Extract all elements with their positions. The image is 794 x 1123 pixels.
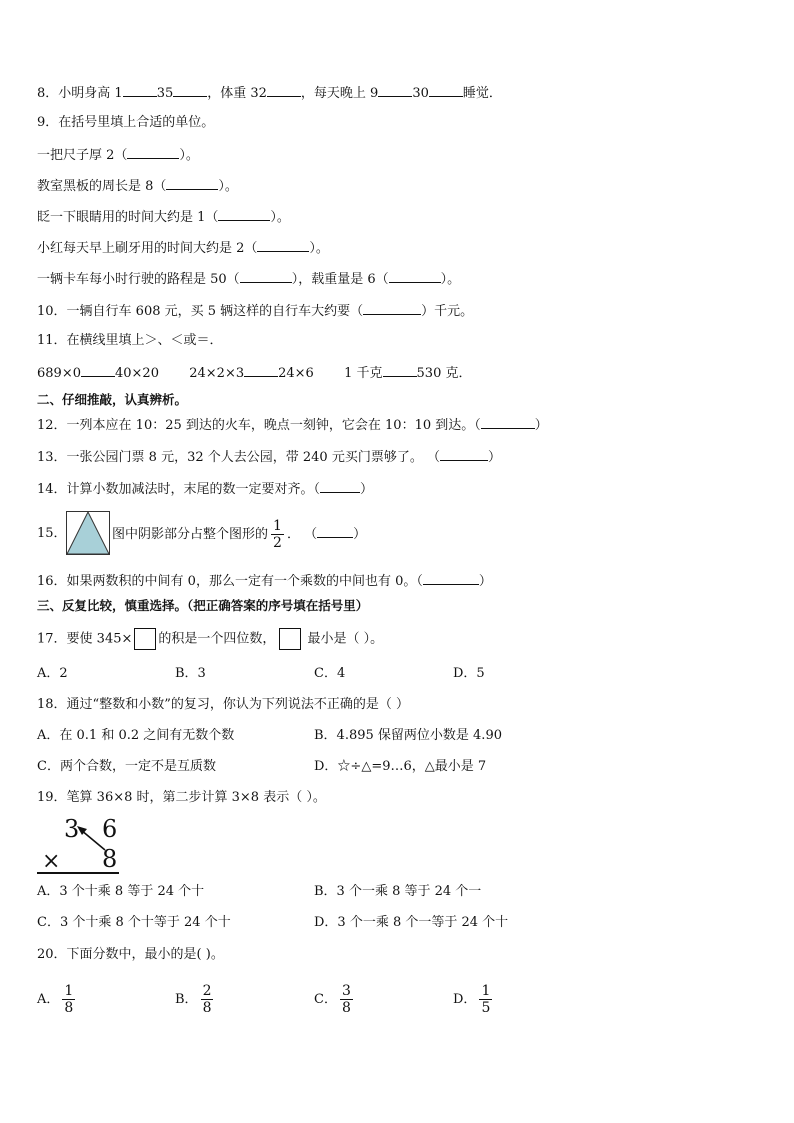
answer-blank[interactable]: [389, 270, 441, 283]
q11-expr: 40×20: [114, 366, 159, 381]
q9-line-text: 小红每天早上刷牙用的时间大约是 2（: [37, 241, 258, 256]
q9-line-5: [37, 270, 460, 288]
q11-expr: 24×6: [278, 366, 314, 381]
digit-8: 8: [102, 845, 118, 873]
q8-text-6: 睡觉．: [462, 86, 502, 101]
option-label: B．: [175, 992, 198, 1007]
q11-expr: 530 克．: [416, 366, 472, 381]
q17-option-b[interactable]: B．3: [175, 666, 206, 681]
answer-blank[interactable]: [81, 364, 115, 377]
fraction-one-half: [271, 518, 284, 551]
q20-option-a[interactable]: [37, 983, 78, 1016]
q18-option-c[interactable]: C．两个合数，一定不是互质数: [37, 759, 216, 774]
q18-option-b[interactable]: B．4.895 保留两位小数是 4.90: [314, 728, 502, 743]
q19-option-d[interactable]: D．3 个一乘 8 个一等于 24 个十: [314, 915, 509, 930]
q20-option-b[interactable]: [175, 983, 216, 1016]
question-9-title: 9．在括号里填上合适的单位。: [37, 115, 215, 130]
empty-box: [134, 628, 156, 650]
question-16: [37, 572, 492, 590]
q17-option-c[interactable]: C．4: [314, 666, 346, 681]
answer-blank[interactable]: [429, 84, 463, 97]
question-17: [37, 628, 383, 650]
q19-option-b[interactable]: B．3 个一乘 8 等于 24 个一: [314, 884, 482, 899]
frac-numerator: 1: [64, 983, 74, 999]
option-fraction: [62, 983, 75, 1016]
q8-text-1: 8．小明身高 1: [37, 86, 123, 101]
digit-3: 3: [64, 815, 80, 843]
q19-option-c[interactable]: C．3 个十乘 8 个十等于 24 个十: [37, 915, 231, 930]
answer-blank[interactable]: [363, 302, 421, 315]
q9-line-text: 一把尺子厚 2（: [37, 148, 128, 163]
q9-truck-text-3: ）。: [440, 272, 461, 287]
q15-number: 15．: [37, 526, 67, 541]
q9-line-2: [37, 177, 238, 195]
q9-close: ）。: [309, 241, 329, 256]
q16-text: 16．如果两数积的中间有 0，那么一定有一个乘数的中间也有 0。（: [37, 574, 423, 589]
q15-text: 图中阴影部分占整个图形的: [112, 527, 269, 542]
q8-text-4: ，每天晚上 9: [300, 86, 379, 101]
frac-denominator: 8: [341, 1000, 351, 1016]
answer-blank[interactable]: [423, 572, 479, 585]
frac-denominator: 2: [273, 535, 282, 551]
section-3-heading: 三、反复比较，慎重选择。（把正确答案的序号填在括号里）: [37, 598, 369, 613]
q18-option-a[interactable]: A．在 0.1 和 0.2 之间有无数个数: [37, 728, 235, 743]
q17-text-3: 最小是（ ）。: [303, 631, 384, 647]
q15-close: ）: [353, 527, 367, 542]
question-14: [37, 480, 373, 498]
q17-text-2: 的积是一个四位数，: [158, 631, 276, 647]
q19-option-a[interactable]: A．3 个十乘 8 等于 24 个十: [37, 884, 205, 899]
q17-text-1: 17．要使 345×: [37, 631, 133, 647]
q11-expr: 24×2×3: [189, 366, 245, 381]
q10-text-1: 10．一辆自行车 608 元，买 5 辆这样的自行车大约要（: [37, 304, 364, 319]
answer-blank[interactable]: [378, 84, 412, 97]
q15-triangle-figure: [66, 511, 110, 560]
question-18-title: 18．通过“整数和小数”的复习，你认为下列说法不正确的是（ ）: [37, 697, 409, 712]
option-label: D．: [453, 992, 477, 1007]
q9-line-text: 眨一下眼睛用的时间大约是 1（: [37, 210, 219, 225]
q9-truck-text-1: 一辆卡车每小时行驶的路程是 50（: [37, 272, 240, 287]
empty-box: [279, 628, 301, 650]
q9-close: ）。: [218, 179, 238, 194]
q16-close: ）: [478, 574, 492, 589]
q8-text-3: ，体重 32: [207, 86, 267, 101]
shaded-triangle-icon: [66, 511, 110, 555]
answer-blank[interactable]: [320, 480, 360, 493]
q12-close: ）: [534, 418, 548, 433]
q20-option-c[interactable]: [314, 983, 356, 1016]
q11-expr: 1 千克: [344, 366, 383, 381]
frac-numerator: 3: [341, 983, 351, 999]
digit-6: 6: [102, 815, 118, 843]
answer-blank[interactable]: [173, 84, 207, 97]
times-sign: ×: [42, 849, 61, 874]
answer-blank[interactable]: [257, 239, 309, 252]
question-19-title: 19．笔算 36×8 时，第二步计算 3×8 表示（ ）。: [37, 790, 326, 805]
arrow-icon: [37, 816, 127, 876]
q8-text-2: 35: [156, 86, 174, 101]
question-8: [37, 84, 502, 102]
frac-denominator: 5: [481, 1000, 491, 1016]
question-10: [37, 302, 473, 320]
question-20-title: 20．下面分数中，最小的是( )。: [37, 947, 224, 962]
q9-line-1: [37, 146, 199, 164]
section-2-heading: 二、仔细推敲，认真辨析。: [37, 392, 188, 407]
q9-line-text: 教室黑板的周长是 8（: [37, 179, 167, 194]
frac-denominator: 8: [64, 1000, 74, 1016]
q11-expressions: [37, 364, 471, 382]
q20-option-d[interactable]: [453, 983, 495, 1016]
q9-line-4: [37, 239, 329, 257]
answer-blank[interactable]: [481, 416, 535, 429]
question-15: [112, 518, 366, 551]
q9-truck-text-2: ），载重量是 6（: [291, 272, 389, 287]
question-13: [37, 448, 501, 466]
q13-close: ）: [487, 450, 501, 465]
q9-line-3: [37, 208, 290, 226]
q13-text: 13．一张公园门票 8 元，32 个人去公园，带 240 元买门票够了。 （: [37, 450, 440, 465]
answer-blank[interactable]: [383, 364, 417, 377]
question-11-title: 11．在横线里填上＞、＜或＝．: [37, 333, 223, 348]
q18-option-d[interactable]: D．☆÷△=9…6，△最小是 7: [314, 759, 487, 774]
frac-numerator: 1: [481, 983, 491, 999]
option-fraction: [479, 983, 492, 1016]
q14-text: 14．计算小数加减法时，末尾的数一定要对齐。（: [37, 482, 321, 497]
option-label: C．: [314, 992, 337, 1007]
q17-option-a[interactable]: A．2: [37, 666, 68, 681]
answer-blank[interactable]: [440, 448, 488, 461]
answer-blank[interactable]: [218, 208, 270, 221]
q17-option-d[interactable]: D．5: [453, 666, 485, 681]
q19-vertical-multiplication: [37, 816, 127, 876]
frac-numerator: 1: [273, 518, 282, 534]
q8-text-5: 30: [412, 86, 429, 101]
q9-close: ）。: [270, 210, 290, 225]
option-label: A．: [37, 992, 60, 1007]
answer-blank[interactable]: [240, 270, 292, 283]
answer-blank[interactable]: [127, 146, 179, 159]
q15-after: ． （: [286, 527, 318, 542]
q12-text: 12．一列本应在 10：25 到达的火车，晚点一刻钟，它会在 10：10 到达。（: [37, 418, 481, 433]
answer-blank[interactable]: [123, 84, 157, 97]
q14-close: ）: [360, 482, 374, 497]
option-fraction: [340, 983, 353, 1016]
answer-blank[interactable]: [244, 364, 278, 377]
option-fraction: [201, 983, 214, 1016]
q11-expr: 689×0: [37, 366, 81, 381]
q10-text-2: ）千元。: [421, 304, 474, 319]
frac-denominator: 8: [202, 1000, 212, 1016]
frac-numerator: 2: [202, 983, 212, 999]
q9-close: ）。: [179, 148, 199, 163]
answer-blank[interactable]: [317, 525, 353, 538]
question-12: [37, 416, 548, 434]
answer-blank[interactable]: [267, 84, 301, 97]
answer-blank[interactable]: [166, 177, 218, 190]
